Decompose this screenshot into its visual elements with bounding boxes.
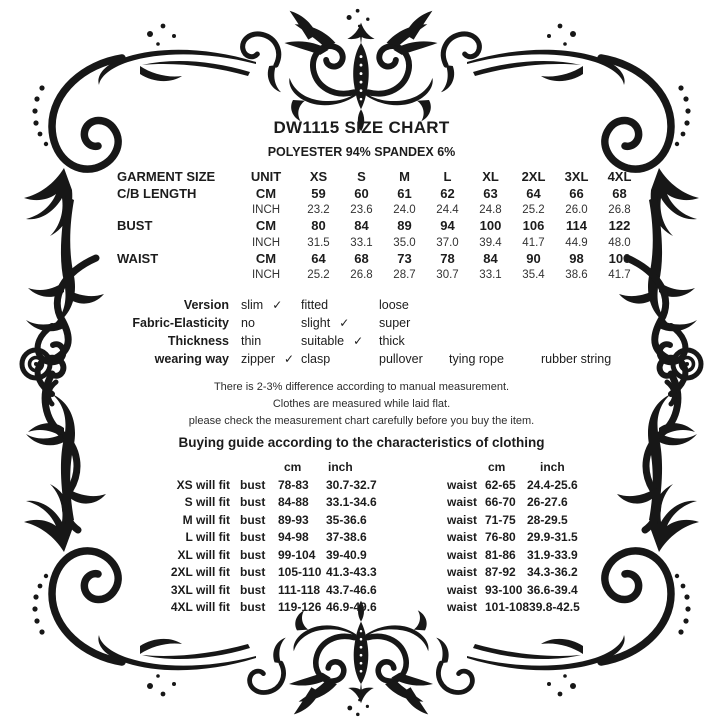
measurement-value-cell: 23.2	[307, 204, 330, 216]
guide-bust-inch-header: inch	[328, 460, 353, 474]
buying-guide-header-row	[115, 459, 723, 477]
measurement-value-cell: 78	[440, 250, 455, 266]
attribute-option	[301, 298, 379, 312]
guide-waist-inch-value: 31.9-33.9	[527, 547, 578, 562]
attribute-option	[241, 352, 301, 366]
guide-size-label: XS will fit	[176, 477, 230, 492]
guide-gap	[412, 599, 447, 617]
attribute-options	[241, 352, 611, 366]
measurement-value-cell: 38.6	[565, 269, 588, 281]
attribute-option	[241, 298, 301, 312]
note-line: There is 2-3% difference according to manual measurement.	[213, 381, 510, 393]
measurement-value-cell: 80	[311, 218, 326, 233]
attribute-option	[241, 334, 301, 348]
option-text: slight	[301, 316, 331, 330]
size-column-header: GARMENT SIZE	[117, 169, 216, 184]
guide-size-label: S will fit	[184, 495, 230, 509]
size-column-header: M	[399, 169, 410, 184]
measurement-value-cell: 84	[483, 250, 498, 266]
buying-guide-heading: Buying guide according to the characteristics of clothing	[178, 435, 545, 450]
guide-gap	[412, 529, 447, 547]
attribute-label: wearing way	[154, 352, 229, 366]
guide-bust-label: bust	[240, 512, 266, 527]
measure-label: WAIST	[117, 250, 159, 266]
measurement-value-cell: 23.6	[350, 204, 373, 216]
option-text: thin	[241, 334, 262, 348]
measurement-value-cell: 106	[608, 250, 631, 266]
size-column-header: XL	[482, 169, 499, 184]
option-text: pullover	[379, 352, 423, 366]
measurement-value-cell: 94	[440, 218, 455, 233]
guide-bust-label: bust	[240, 582, 266, 597]
check-icon: ✓	[272, 298, 283, 312]
measurement-value-cell: 35.0	[393, 236, 416, 249]
measure-label	[117, 267, 235, 283]
guide-gap	[412, 564, 447, 582]
measurement-value-cell: 25.2	[522, 204, 545, 216]
measurement-value-cell: 122	[608, 218, 631, 233]
guide-waist-inch-value: 34.3-36.2	[527, 565, 578, 579]
guide-gap	[412, 459, 447, 477]
guide-bust-cm-value: 84-88	[278, 495, 309, 509]
guide-waist-inch-value: 29.9-31.5	[527, 530, 578, 544]
guide-gap	[412, 494, 447, 512]
guide-bust-label: bust	[240, 547, 266, 562]
measurement-value-cell: 89	[397, 218, 412, 233]
guide-waist-cm-header: cm	[488, 460, 506, 474]
notes	[0, 379, 723, 430]
check-icon: ✓	[339, 316, 350, 330]
measurement-value-cell: 59	[311, 185, 326, 201]
attribute-label: Version	[183, 298, 229, 312]
measurement-value-cell: 35.4	[522, 269, 545, 281]
guide-size-label: L will fit	[185, 530, 230, 544]
buying-guide-row	[115, 477, 723, 495]
guide-size-label: M will fit	[182, 512, 230, 527]
option-text: rubber string	[541, 352, 612, 366]
size-table-row	[117, 186, 641, 203]
attribute-row	[117, 350, 723, 368]
guide-bust-inch-value: 41.3-43.3	[326, 565, 377, 579]
guide-waist-cm-value: 71-75	[485, 512, 516, 527]
option-text: zipper	[241, 352, 276, 366]
size-column-header: UNIT	[250, 169, 282, 184]
guide-waist-cm-value: 81-86	[485, 547, 516, 562]
guide-waist-label: waist	[447, 547, 478, 562]
option-text: thick	[379, 334, 405, 348]
measurement-value-cell: 24.4	[436, 204, 459, 216]
check-icon: ✓	[353, 334, 364, 348]
guide-bust-label: bust	[240, 530, 266, 544]
attribute-option	[379, 316, 449, 330]
guide-bust-cm-value: 78-83	[278, 477, 309, 492]
measurement-value-cell: 39.4	[479, 236, 502, 249]
guide-waist-cm-value: 101-108	[485, 600, 530, 614]
note-line: Clothes are measured while laid flat.	[272, 398, 451, 410]
note-line: please check the measurement chart carefully before you buy the item.	[188, 415, 535, 427]
guide-waist-inch-value: 36.6-39.4	[527, 582, 578, 597]
measurement-value-cell: 100	[479, 218, 502, 233]
size-table-header-row	[117, 169, 641, 186]
attribute-label: Thickness	[167, 334, 229, 348]
measurement-value-cell: 66	[569, 185, 584, 201]
measurement-value-cell: 68	[612, 185, 627, 201]
measurement-value-cell: 60	[354, 185, 369, 201]
attribute-options	[241, 298, 449, 312]
guide-bust-cm-value: 99-104	[278, 547, 316, 562]
buying-guide-row	[115, 564, 723, 582]
size-table-row	[117, 251, 641, 268]
guide-waist-label: waist	[447, 512, 478, 527]
buying-guide-row	[115, 512, 723, 530]
guide-waist-label: waist	[447, 495, 478, 509]
measurement-value-cell: 61	[397, 185, 412, 201]
guide-size-label: 4XL will fit	[170, 600, 230, 614]
guide-gap	[412, 582, 447, 600]
guide-waist-label: waist	[447, 565, 478, 579]
measurement-value-cell: 98	[569, 250, 584, 266]
option-text: fitted	[301, 298, 329, 312]
guide-waist-cm-value: 62-65	[485, 477, 516, 492]
guide-waist-cm-value: 76-80	[485, 530, 516, 544]
measurement-value-cell: 84	[354, 218, 369, 233]
buying-guide-row	[115, 529, 723, 547]
guide-size-label: 2XL will fit	[170, 565, 230, 579]
size-column-header: S	[357, 169, 366, 184]
buying-guide-row	[115, 582, 723, 600]
size-table-row	[117, 218, 641, 235]
attributes-list	[117, 296, 723, 368]
guide-bust-cm-value: 94-98	[278, 530, 309, 544]
unit-cell: CM	[255, 250, 277, 266]
measurement-value-cell: 30.7	[436, 269, 459, 281]
guide-bust-col-spacer	[240, 459, 278, 477]
guide-bust-label: bust	[240, 565, 266, 579]
size-table-row	[117, 267, 641, 283]
guide-bust-cm-value: 111-118	[278, 582, 321, 597]
size-column-header: XS	[309, 169, 328, 184]
measurement-value-cell: 62	[440, 185, 455, 201]
measure-label: BUST	[117, 218, 153, 233]
measurement-value-cell: 26.8	[350, 269, 373, 281]
unit-cell: CM	[255, 185, 277, 201]
guide-bust-inch-value: 37-38.6	[326, 530, 367, 544]
attribute-option	[301, 316, 379, 330]
guide-waist-cm-value: 87-92	[485, 565, 516, 579]
guide-size-label: 3XL will fit	[170, 582, 230, 597]
size-column-header: 3XL	[564, 169, 589, 184]
guide-bust-label: bust	[240, 495, 266, 509]
attribute-option	[301, 334, 379, 348]
guide-bust-cm-value: 105-110	[278, 565, 322, 579]
size-table	[117, 169, 641, 283]
measurement-value-cell: 26.0	[565, 204, 588, 216]
measurement-value-cell: 33.1	[350, 236, 373, 249]
measurement-value-cell: 68	[354, 250, 369, 266]
measurement-value-cell: 33.1	[479, 269, 502, 281]
page-title: DW1115 SIZE CHART	[273, 118, 450, 137]
measurement-value-cell: 28.7	[393, 269, 416, 281]
guide-waist-col-spacer	[447, 459, 485, 477]
guide-waist-inch-value: 26-27.6	[527, 495, 568, 509]
measure-label	[117, 202, 235, 218]
option-text: clasp	[301, 352, 331, 366]
option-text: suitable	[301, 334, 345, 348]
attribute-options	[241, 316, 449, 330]
measurement-value-cell: 73	[397, 250, 412, 266]
measurement-value-cell: 37.0	[436, 236, 459, 249]
guide-waist-cm-value: 66-70	[485, 495, 516, 509]
measurement-value-cell: 64	[526, 185, 541, 201]
measurement-value-cell: 25.2	[307, 269, 330, 281]
measurement-value-cell: 41.7	[522, 236, 545, 249]
option-text: tying rope	[449, 352, 504, 366]
attribute-option	[379, 334, 449, 348]
buying-guide-row	[115, 547, 723, 565]
check-icon: ✓	[284, 352, 295, 366]
guide-gap	[412, 547, 447, 565]
buying-guide-row	[115, 494, 723, 512]
buying-guide-row	[115, 599, 723, 617]
guide-waist-label: waist	[447, 582, 478, 597]
guide-bust-label: bust	[240, 600, 266, 614]
guide-bust-cm-value: 119-126	[278, 600, 322, 614]
size-column-header: L	[443, 169, 452, 184]
attribute-row	[117, 314, 723, 332]
guide-waist-label: waist	[447, 600, 478, 614]
guide-bust-inch-value: 35-36.6	[326, 512, 367, 527]
size-column-header: 4XL	[607, 169, 632, 184]
attribute-row	[117, 332, 723, 350]
size-column-header: 2XL	[521, 169, 546, 184]
attribute-option	[379, 352, 449, 366]
measurement-value-cell: 90	[526, 250, 541, 266]
guide-waist-label: waist	[447, 530, 478, 544]
option-text: super	[379, 316, 411, 330]
guide-waist-cm-value: 93-100	[485, 582, 523, 597]
attribute-label: Fabric-Elasticity	[132, 316, 229, 330]
measurement-value-cell: 24.8	[479, 204, 502, 216]
measurement-value-cell: 63	[483, 185, 498, 201]
guide-bust-inch-value: 43.7-46.6	[326, 582, 377, 597]
size-table-row	[117, 202, 641, 218]
measurement-value-cell: 31.5	[307, 236, 330, 249]
guide-size-label: XL will fit	[177, 547, 230, 562]
measurement-value-cell: 24.0	[393, 204, 416, 216]
guide-size-col-spacer	[115, 459, 230, 477]
guide-waist-inch-header: inch	[540, 460, 565, 474]
buying-guide-table	[115, 459, 723, 617]
attribute-option	[449, 352, 541, 366]
guide-gap	[412, 512, 447, 530]
guide-waist-inch-value: 24.4-25.6	[527, 477, 578, 492]
measurement-value-cell: 64	[311, 250, 326, 266]
bottom-center-ornament	[250, 601, 473, 716]
measurement-value-cell: 114	[566, 218, 587, 233]
attribute-row	[117, 296, 723, 314]
unit-cell: INCH	[251, 204, 281, 216]
unit-cell: INCH	[251, 269, 281, 281]
attribute-options	[241, 334, 449, 348]
guide-bust-inch-value: 33.1-34.6	[326, 495, 377, 509]
guide-waist-inch-value: 39.8-42.5	[529, 600, 580, 614]
measurement-value-cell: 44.9	[565, 236, 588, 249]
measurement-value-cell: 41.7	[608, 269, 631, 281]
guide-waist-inch-value: 28-29.5	[527, 512, 568, 527]
guide-bust-cm-value: 89-93	[278, 512, 309, 527]
measure-label: C/B LENGTH	[117, 185, 197, 201]
measurement-value-cell: 48.0	[608, 236, 631, 249]
guide-bust-cm-header: cm	[284, 460, 302, 474]
attribute-option	[541, 352, 611, 366]
guide-bust-inch-value: 30.7-32.7	[326, 477, 377, 492]
attribute-option	[379, 298, 449, 312]
attribute-option	[301, 352, 379, 366]
fabric-subtitle: POLYESTER 94% SPANDEX 6%	[267, 145, 456, 159]
option-text: no	[241, 316, 255, 330]
guide-bust-inch-value: 46.9-49.6	[326, 600, 377, 614]
option-text: slim	[241, 298, 264, 312]
unit-cell: INCH	[251, 236, 281, 249]
guide-bust-inch-value: 39-40.9	[326, 547, 367, 562]
measure-label	[117, 235, 235, 251]
measurement-value-cell: 26.8	[608, 204, 631, 216]
measurement-value-cell: 106	[522, 218, 545, 233]
size-table-row	[117, 235, 641, 251]
guide-bust-label: bust	[240, 477, 266, 492]
option-text: loose	[379, 298, 409, 312]
guide-waist-label: waist	[447, 477, 478, 492]
guide-gap	[412, 477, 447, 495]
attribute-option	[241, 316, 301, 330]
unit-cell: CM	[255, 218, 277, 233]
